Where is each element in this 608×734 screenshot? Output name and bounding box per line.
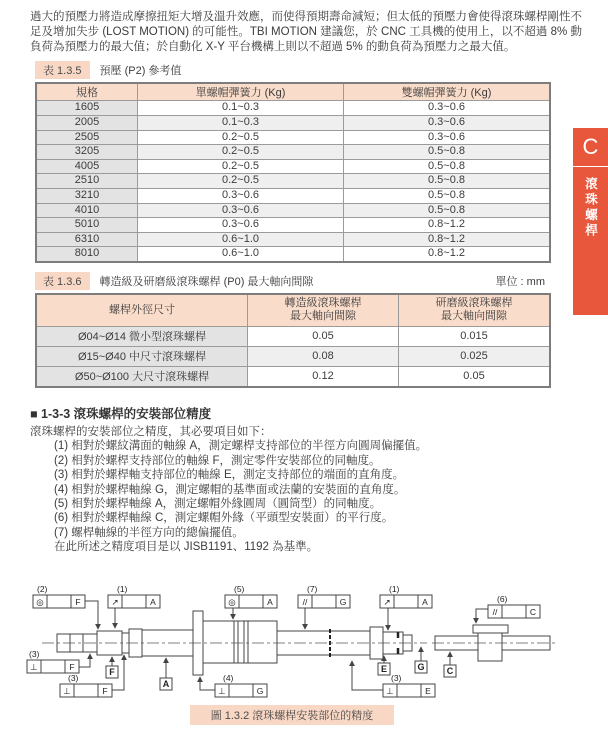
- axial-play-table: [35, 293, 551, 388]
- svg-text:(6): (6): [497, 594, 508, 604]
- fcf-7: [298, 584, 350, 608]
- fcf-3-left-upper: [27, 649, 79, 673]
- table-cell: 0.5~0.8: [344, 159, 551, 174]
- fcf-1-left: [108, 584, 160, 608]
- table-row: [36, 218, 550, 233]
- table-row: [36, 174, 550, 189]
- fcf-1-right: [380, 584, 432, 608]
- table-cell: Ø04~Ø14 微小型滾珠螺桿: [36, 326, 248, 346]
- table-cell: 1605: [36, 101, 138, 116]
- table-row: [36, 159, 550, 174]
- table-cell: 0.3~0.6: [344, 115, 551, 130]
- column-header: 規格: [36, 83, 138, 101]
- svg-text:A: A: [150, 597, 156, 607]
- column-header: 轉造級滾珠螺桿 最大軸向間隙: [248, 294, 399, 327]
- fcf-5: [225, 584, 277, 608]
- list-item: (3) 相對於螺桿軸支持部位的軸線 E，測定支持部位的端面的直角度。: [54, 469, 405, 482]
- table-cell: 0.5~0.8: [344, 188, 551, 203]
- table-cell: 0.3~0.6: [138, 188, 344, 203]
- svg-text:G: G: [256, 686, 264, 696]
- list-item: (1) 相對於螺紋溝面的軸線 A，測定螺桿支持部位的半徑方向圓周偏擺值。: [54, 440, 428, 453]
- table-cell: 0.05: [248, 326, 399, 346]
- fcf-3-left-lower: [60, 673, 112, 697]
- svg-text:◎: ◎: [228, 597, 236, 607]
- fcf-2: [33, 584, 85, 608]
- table-cell: 2505: [36, 130, 138, 145]
- svg-text:F: F: [102, 686, 108, 696]
- table-cell: 0.8~1.2: [344, 218, 551, 233]
- svg-text:(3): (3): [68, 673, 79, 683]
- svg-text:F: F: [75, 597, 81, 607]
- svg-text:(4): (4): [223, 673, 234, 683]
- table-cell: 3205: [36, 145, 138, 160]
- table-cell: 0.8~1.2: [344, 232, 551, 247]
- table-cell: 4005: [36, 159, 138, 174]
- table-cell: 0.3~0.6: [344, 130, 551, 145]
- table-row: [36, 203, 550, 218]
- svg-text:A: A: [267, 597, 273, 607]
- svg-text:⊥: ⊥: [63, 686, 71, 696]
- table-cell: 0.5~0.8: [344, 174, 551, 189]
- column-header: 單螺帽彈簧力 (Kg): [138, 83, 344, 101]
- column-header: 螺桿外徑尺寸: [36, 294, 248, 327]
- table-135-caption: [35, 61, 545, 79]
- table-135-title: 預壓 (P2) 參考值: [99, 65, 182, 78]
- flange-plate: [473, 625, 508, 633]
- table-cell: 2510: [36, 174, 138, 189]
- svg-text:⊥: ⊥: [386, 686, 394, 696]
- fcf-4: [215, 673, 267, 697]
- section-intro: 滾珠螺桿的安裝部位之精度，其必要項目如下：: [30, 425, 272, 438]
- svg-text:F: F: [109, 667, 115, 677]
- svg-text:⊥: ⊥: [218, 686, 226, 696]
- svg-text:(3): (3): [391, 673, 402, 683]
- table-row: [36, 188, 550, 203]
- table-row: [36, 232, 550, 247]
- svg-text:(3): (3): [29, 649, 40, 659]
- svg-text:◎: ◎: [36, 597, 44, 607]
- chapter-tab: [573, 128, 608, 315]
- table-row: [36, 115, 550, 130]
- svg-text:(2): (2): [37, 584, 48, 594]
- svg-text://: //: [302, 597, 308, 607]
- table-row: [36, 247, 550, 262]
- svg-text:E: E: [425, 686, 431, 696]
- table-cell: 0.6~1.0: [138, 232, 344, 247]
- ball-nut: [203, 621, 277, 663]
- table-cell: 0.5~0.8: [344, 203, 551, 218]
- table-cell: 0.1~0.3: [138, 115, 344, 130]
- list-item: (2) 相對於螺桿支持部位的軸線 F，測定零件安裝部位的同軸度。: [54, 454, 381, 467]
- table-cell: Ø15~Ø40 中尺寸滾珠螺桿: [36, 346, 248, 366]
- table-cell: 6310: [36, 232, 138, 247]
- chapter-letter: C: [573, 128, 608, 167]
- table-cell: 0.12: [248, 366, 399, 387]
- svg-text:↗: ↗: [383, 597, 391, 607]
- svg-text://: //: [492, 607, 498, 617]
- table-cell: 4010: [36, 203, 138, 218]
- table-cell: 3210: [36, 188, 138, 203]
- svg-text:G: G: [417, 662, 425, 672]
- table-cell: 0.2~0.5: [138, 145, 344, 160]
- table-136-tag: 表 1.3.6: [35, 272, 90, 290]
- svg-text:A: A: [162, 679, 170, 689]
- list-item: (4) 相對於螺桿軸線 G，測定螺帽的基準面或法蘭的安裝面的直角度。: [54, 483, 406, 496]
- table-cell: 5010: [36, 218, 138, 233]
- table-cell: 0.8~1.2: [344, 247, 551, 262]
- table-cell: 0.3~0.6: [138, 203, 344, 218]
- svg-text:⊥: ⊥: [30, 662, 38, 672]
- chapter-label: 滾珠螺桿: [583, 177, 598, 239]
- datum-E: [378, 663, 390, 675]
- svg-text:E: E: [380, 664, 388, 674]
- svg-text:G: G: [339, 597, 347, 607]
- datum-C: [444, 665, 456, 677]
- list-item: (5) 相對於螺桿軸線 A，測定螺帽外緣圓周（圓筒型）的同軸度。: [54, 497, 382, 510]
- table-cell: 0.2~0.5: [138, 159, 344, 174]
- fcf-6: [488, 594, 540, 618]
- table-cell: 0.015: [399, 326, 551, 346]
- table-row: [36, 366, 550, 387]
- datum-A: [160, 678, 172, 690]
- svg-text:(1): (1): [389, 584, 400, 594]
- table-cell: 8010: [36, 247, 138, 262]
- svg-text:(7): (7): [307, 584, 318, 594]
- table-cell: 0.5~0.8: [344, 145, 551, 160]
- nut-body: [478, 633, 502, 661]
- table-cell: 0.3~0.6: [138, 218, 344, 233]
- table-cell: Ø50~Ø100 大尺寸滾珠螺桿: [36, 366, 248, 387]
- column-header: 雙螺帽彈簧力 (Kg): [344, 83, 551, 101]
- datum-G: [415, 661, 427, 673]
- fcf-3-right: [383, 673, 435, 697]
- table-cell: 2005: [36, 115, 138, 130]
- svg-text:C: C: [446, 666, 454, 676]
- list-item: (6) 相對於螺桿軸線 C，測定螺帽外緣（平頭型安裝面）的平行度。: [54, 512, 394, 525]
- table-cell: 0.025: [399, 346, 551, 366]
- svg-text:C: C: [529, 607, 537, 617]
- intro-paragraph: 過大的預壓力將造成摩擦扭矩大增及溫升效應，而使得預期壽命減短；但太低的預壓力會使得滾珠螺桿剛性不足及增加失步 (LOST MOTION) 的可能性。TBI MOTION 建議您，於 CNC 工具機的使用上，以不超過 8% 動負荷為預壓力的最大值；於自動化 X-Y 平台機構上則以不超過 5% 的動負荷為預壓力之最大值。: [30, 11, 582, 53]
- table-136-title: 轉造級及研磨級滾珠螺桿 (P0) 最大軸向間隙: [99, 275, 314, 288]
- table-row: [36, 326, 550, 346]
- svg-text:F: F: [69, 662, 75, 672]
- table-cell: 0.1~0.3: [138, 101, 344, 116]
- table-cell: 0.3~0.6: [344, 101, 551, 116]
- table-row: [36, 101, 550, 116]
- table-136-caption: [35, 272, 545, 290]
- table-cell: 0.2~0.5: [138, 130, 344, 145]
- table-cell: 0.2~0.5: [138, 174, 344, 189]
- table-cell: 0.08: [248, 346, 399, 366]
- column-header: 研磨級滾珠螺桿 最大軸向間隙: [399, 294, 551, 327]
- datum-F: [106, 666, 118, 678]
- figure-caption: 圖 1.3.2 滾珠螺桿安裝部位的精度: [190, 705, 394, 725]
- table-row: [36, 130, 550, 145]
- table-135-tag: 表 1.3.5: [35, 61, 90, 79]
- ballscrew-accuracy-diagram: [20, 583, 590, 701]
- svg-text:A: A: [422, 597, 428, 607]
- table-cell: 0.6~1.0: [138, 247, 344, 262]
- section-note: 在此所述之精度項目是以 JISB1191、1192 為基準。: [54, 541, 319, 554]
- svg-text:↗: ↗: [111, 597, 119, 607]
- preload-reference-table: [35, 82, 551, 263]
- list-item: (7) 螺桿軸線的半徑方向的總偏擺值。: [54, 526, 244, 539]
- table-136-unit: 單位 : mm: [495, 275, 545, 288]
- svg-text:(1): (1): [117, 584, 128, 594]
- table-row: [36, 346, 550, 366]
- table-cell: 0.05: [399, 366, 551, 387]
- svg-text:(5): (5): [234, 584, 245, 594]
- table-row: [36, 145, 550, 160]
- section-heading: ■ 1-3-3 滾珠螺桿的安裝部位精度: [30, 406, 212, 421]
